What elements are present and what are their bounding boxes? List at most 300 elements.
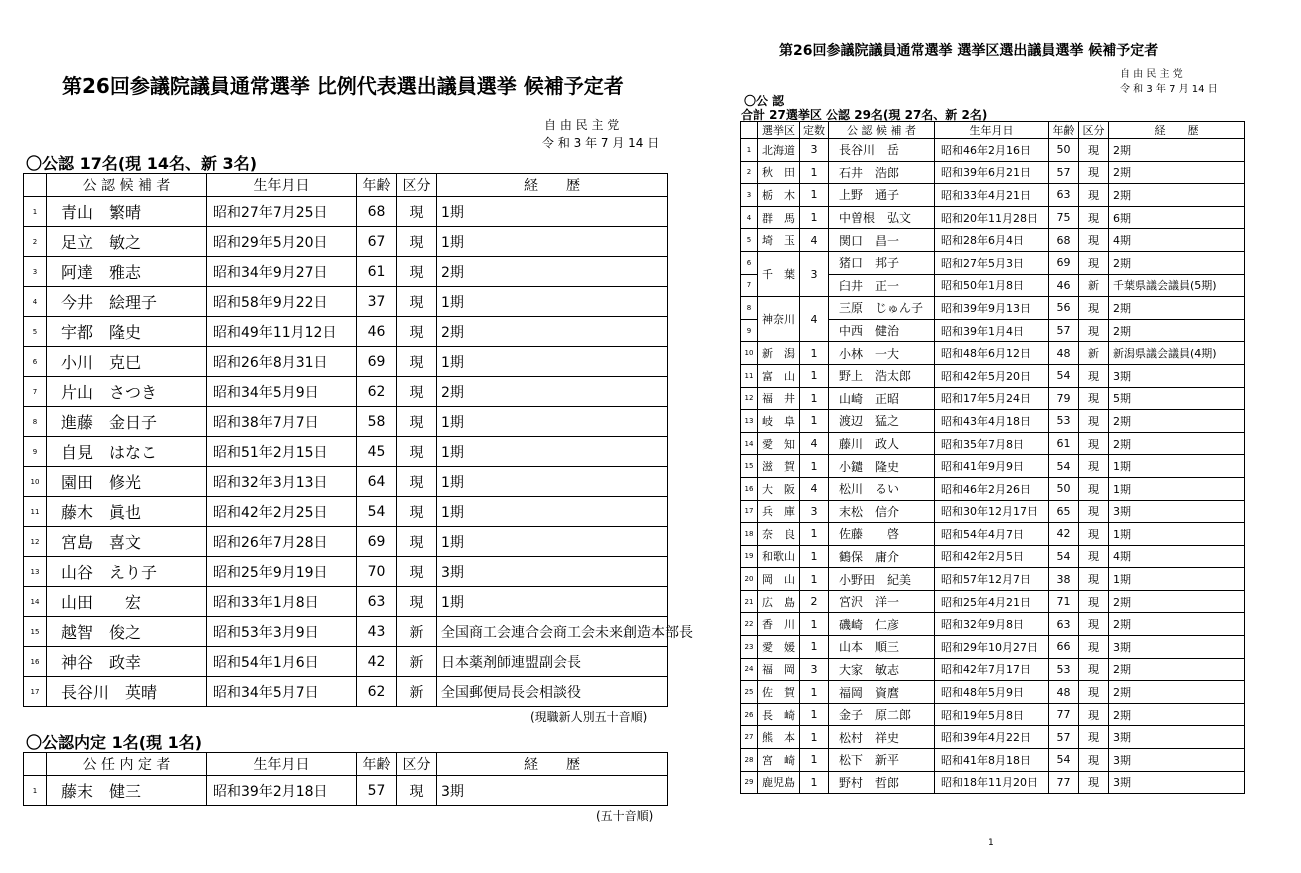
career: 1期 — [437, 347, 668, 377]
row-number: 22 — [741, 613, 758, 636]
birth-date: 昭和39年4月22日 — [935, 726, 1049, 749]
table-row — [741, 139, 1245, 162]
row-number: 27 — [741, 726, 758, 749]
seats: 1 — [800, 545, 829, 568]
row-number: 8 — [741, 297, 758, 320]
birth-date: 昭和34年5月9日 — [207, 377, 357, 407]
career: 3期 — [1109, 500, 1245, 523]
age: 57 — [1049, 726, 1079, 749]
seats: 1 — [800, 523, 829, 546]
candidate-name: 末松 信介 — [829, 500, 935, 523]
career: 3期 — [1109, 771, 1245, 794]
age: 66 — [1049, 636, 1079, 659]
row-number: 8 — [24, 407, 47, 437]
district: 岡 山 — [758, 568, 800, 591]
candidate-name: 野村 哲郎 — [829, 771, 935, 794]
career: 1期 — [1109, 568, 1245, 591]
district: 熊 本 — [758, 726, 800, 749]
kubun: 現 — [1079, 161, 1109, 184]
kubun: 現 — [1079, 568, 1109, 591]
age: 48 — [1049, 342, 1079, 365]
candidate-name: 片山 さつき — [47, 377, 207, 407]
career: 2期 — [1109, 251, 1245, 274]
birth-date: 昭和46年2月26日 — [935, 477, 1049, 500]
kubun: 現 — [1079, 364, 1109, 387]
table-row — [741, 455, 1245, 478]
age: 54 — [1049, 545, 1079, 568]
career: 4期 — [1109, 545, 1245, 568]
row-number: 7 — [741, 274, 758, 297]
table-row — [24, 677, 668, 707]
district: 佐 賀 — [758, 681, 800, 704]
kubun: 現 — [397, 227, 437, 257]
kubun: 現 — [1079, 613, 1109, 636]
left-candidate-table — [23, 173, 693, 707]
age: 63 — [1049, 184, 1079, 207]
candidate-name: 野上 浩太郎 — [829, 364, 935, 387]
birth-date: 昭和48年6月12日 — [935, 342, 1049, 365]
row-number: 2 — [24, 227, 47, 257]
table-row — [24, 407, 668, 437]
birth-date: 昭和41年8月18日 — [935, 749, 1049, 772]
district: 鹿児島 — [758, 771, 800, 794]
kubun: 現 — [1079, 319, 1109, 342]
career: 2期 — [437, 377, 668, 407]
table-row — [24, 527, 668, 557]
birth-date: 昭和57年12月7日 — [935, 568, 1049, 591]
birth-date: 昭和32年9月8日 — [935, 613, 1049, 636]
row-number: 13 — [24, 557, 47, 587]
kubun: 現 — [397, 437, 437, 467]
row-number: 11 — [741, 364, 758, 387]
age: 57 — [1049, 161, 1079, 184]
district: 福 岡 — [758, 658, 800, 681]
table-row — [741, 297, 1245, 320]
seats: 1 — [800, 771, 829, 794]
birth-date: 昭和28年6月4日 — [935, 229, 1049, 252]
candidate-name: 山崎 正昭 — [829, 387, 935, 410]
candidate-name: 藤川 政人 — [829, 432, 935, 455]
age: 61 — [357, 257, 397, 287]
kubun: 現 — [397, 347, 437, 377]
career: 3期 — [1109, 636, 1245, 659]
age: 37 — [357, 287, 397, 317]
row-number: 12 — [741, 387, 758, 410]
left-title: 第26回参議院議員通常選挙 比例代表選出議員選挙 候補予定者 — [62, 74, 624, 98]
row-number: 5 — [741, 229, 758, 252]
page-number: 1 — [988, 838, 994, 848]
district: 広 島 — [758, 590, 800, 613]
seats: 4 — [800, 432, 829, 455]
table-row — [741, 613, 1245, 636]
kubun: 現 — [1079, 455, 1109, 478]
seats: 3 — [800, 139, 829, 162]
age: 75 — [1049, 206, 1079, 229]
table-row — [741, 477, 1245, 500]
candidate-name: 福岡 資麿 — [829, 681, 935, 704]
age: 77 — [1049, 771, 1079, 794]
seats: 1 — [800, 681, 829, 704]
age: 50 — [1049, 139, 1079, 162]
candidate-name: 松川 るい — [829, 477, 935, 500]
candidate-name: 佐藤 啓 — [829, 523, 935, 546]
age: 62 — [357, 377, 397, 407]
header-age-r: 年齢 — [1049, 122, 1079, 139]
kubun: 現 — [1079, 184, 1109, 207]
age: 54 — [1049, 749, 1079, 772]
seats: 1 — [800, 387, 829, 410]
age: 48 — [1049, 681, 1079, 704]
header-career-2: 経 歴 — [437, 753, 668, 776]
row-number: 28 — [741, 749, 758, 772]
birth-date: 昭和33年1月8日 — [207, 587, 357, 617]
left-section-koukin: 〇公認 17名(現 14名、新 3名) — [26, 154, 258, 173]
row-number: 17 — [24, 677, 47, 707]
table-row — [24, 587, 668, 617]
row-number: 6 — [24, 347, 47, 377]
district: 大 阪 — [758, 477, 800, 500]
candidate-name: 小野田 紀美 — [829, 568, 935, 591]
candidate-name: 阿達 雅志 — [47, 257, 207, 287]
kubun: 現 — [1079, 636, 1109, 659]
kubun: 現 — [397, 377, 437, 407]
age: 54 — [1049, 364, 1079, 387]
age: 54 — [1049, 455, 1079, 478]
kubun: 現 — [397, 776, 437, 806]
kubun: 現 — [1079, 206, 1109, 229]
candidate-name: 長谷川 岳 — [829, 139, 935, 162]
career: 2期 — [1109, 432, 1245, 455]
table-row — [741, 161, 1245, 184]
row-number: 15 — [741, 455, 758, 478]
table-row — [741, 771, 1245, 794]
career: 2期 — [1109, 319, 1245, 342]
kubun: 現 — [1079, 432, 1109, 455]
candidate-name: 小鑓 隆史 — [829, 455, 935, 478]
seats: 3 — [800, 251, 829, 296]
row-number: 16 — [741, 477, 758, 500]
career: 2期 — [1109, 681, 1245, 704]
birth-date: 昭和53年3月9日 — [207, 617, 357, 647]
birth-date: 昭和27年7月25日 — [207, 197, 357, 227]
birth-date: 昭和42年7月17日 — [935, 658, 1049, 681]
kubun: 現 — [1079, 726, 1109, 749]
row-number: 21 — [741, 590, 758, 613]
career: 2期 — [1109, 410, 1245, 433]
career: 1期 — [1109, 523, 1245, 546]
row-number: 26 — [741, 703, 758, 726]
kubun: 現 — [1079, 251, 1109, 274]
candidate-name: 越智 俊之 — [47, 617, 207, 647]
candidate-name: 中曽根 弘文 — [829, 206, 935, 229]
row-number: 11 — [24, 497, 47, 527]
kubun: 現 — [397, 317, 437, 347]
candidate-name: 臼井 正一 — [829, 274, 935, 297]
kubun: 現 — [397, 557, 437, 587]
kubun: 現 — [1079, 545, 1109, 568]
left-party: 自 由 民 主 党 — [544, 118, 620, 132]
table-row — [741, 703, 1245, 726]
table-row — [741, 342, 1245, 365]
kubun: 新 — [397, 647, 437, 677]
table-row — [741, 206, 1245, 229]
age: 50 — [1049, 477, 1079, 500]
row-number: 14 — [741, 432, 758, 455]
age: 63 — [357, 587, 397, 617]
table-row — [741, 568, 1245, 591]
age: 42 — [1049, 523, 1079, 546]
table-row — [741, 410, 1245, 433]
district: 福 井 — [758, 387, 800, 410]
district: 岐 阜 — [758, 410, 800, 433]
birth-date: 昭和51年2月15日 — [207, 437, 357, 467]
table-row — [741, 364, 1245, 387]
age: 53 — [1049, 658, 1079, 681]
header-kubun-r: 区分 — [1079, 122, 1109, 139]
kubun: 現 — [397, 467, 437, 497]
candidate-name: 藤木 眞也 — [47, 497, 207, 527]
seats: 4 — [800, 477, 829, 500]
birth-date: 昭和35年7月8日 — [935, 432, 1049, 455]
row-number: 1 — [24, 197, 47, 227]
table-row — [24, 617, 668, 647]
career: 3期 — [437, 557, 668, 587]
birth-date: 昭和39年1月4日 — [935, 319, 1049, 342]
header-candidate: 公 認 候 補 者 — [47, 174, 207, 197]
seats: 1 — [800, 613, 829, 636]
birth-date: 昭和48年5月9日 — [935, 681, 1049, 704]
age: 79 — [1049, 387, 1079, 410]
candidate-name: 関口 昌一 — [829, 229, 935, 252]
header-birth-r: 生年月日 — [935, 122, 1049, 139]
seats: 3 — [800, 500, 829, 523]
district: 和歌山 — [758, 545, 800, 568]
kubun: 現 — [1079, 387, 1109, 410]
district: 兵 庫 — [758, 500, 800, 523]
header-age: 年齢 — [357, 174, 397, 197]
table-row — [741, 432, 1245, 455]
right-candidate-table — [740, 121, 1245, 794]
career: 4期 — [1109, 229, 1245, 252]
right-party: 自 由 民 主 党 — [1120, 69, 1183, 80]
table-row — [24, 287, 668, 317]
candidate-name: 小川 克巳 — [47, 347, 207, 377]
table-row — [741, 251, 1245, 274]
district: 宮 崎 — [758, 749, 800, 772]
birth-date: 昭和42年5月20日 — [935, 364, 1049, 387]
candidate-name: 金子 原二郎 — [829, 703, 935, 726]
table-row — [741, 523, 1245, 546]
birth-date: 昭和18年11月20日 — [935, 771, 1049, 794]
header-age-2: 年齢 — [357, 753, 397, 776]
district: 神奈川 — [758, 297, 800, 342]
kubun: 現 — [1079, 500, 1109, 523]
row-number: 6 — [741, 251, 758, 274]
table-row — [24, 227, 668, 257]
candidate-name: 長谷川 英晴 — [47, 677, 207, 707]
career: 1期 — [437, 227, 668, 257]
left-note-gojuon: (五十音順) — [596, 809, 654, 823]
candidate-name: 猪口 邦子 — [829, 251, 935, 274]
career: 5期 — [1109, 387, 1245, 410]
right-table-header — [741, 122, 1245, 139]
career: 全国商工会連合会商工会未来創造本部長 — [437, 617, 668, 647]
age: 46 — [357, 317, 397, 347]
age: 56 — [1049, 297, 1079, 320]
table-row — [741, 590, 1245, 613]
age: 38 — [1049, 568, 1079, 591]
table-row — [24, 317, 668, 347]
row-number: 12 — [24, 527, 47, 557]
district: 群 馬 — [758, 206, 800, 229]
age: 42 — [357, 647, 397, 677]
candidate-name: 小林 一大 — [829, 342, 935, 365]
district: 長 崎 — [758, 703, 800, 726]
age: 65 — [1049, 500, 1079, 523]
row-number: 3 — [741, 184, 758, 207]
candidate-name: 園田 修光 — [47, 467, 207, 497]
kubun: 現 — [397, 527, 437, 557]
candidate-name: 鶴保 庸介 — [829, 545, 935, 568]
birth-date: 昭和20年11月28日 — [935, 206, 1049, 229]
birth-date: 昭和42年2月25日 — [207, 497, 357, 527]
age: 54 — [357, 497, 397, 527]
career: 1期 — [437, 437, 668, 467]
row-number: 16 — [24, 647, 47, 677]
seats: 1 — [800, 568, 829, 591]
career: 3期 — [1109, 364, 1245, 387]
right-section-koukin: 〇公 認 — [744, 94, 785, 108]
district: 富 山 — [758, 364, 800, 387]
candidate-name: 渡辺 猛之 — [829, 410, 935, 433]
table-row — [24, 437, 668, 467]
candidate-name: 山本 順三 — [829, 636, 935, 659]
header-candidate-r: 公 認 候 補 者 — [829, 122, 935, 139]
row-number: 2 — [741, 161, 758, 184]
row-number: 4 — [24, 287, 47, 317]
career: 3期 — [1109, 726, 1245, 749]
career: 1期 — [437, 527, 668, 557]
seats: 4 — [800, 297, 829, 342]
birth-date: 昭和49年11月12日 — [207, 317, 357, 347]
age: 62 — [357, 677, 397, 707]
seats: 1 — [800, 161, 829, 184]
row-number: 24 — [741, 658, 758, 681]
birth-date: 昭和27年5月3日 — [935, 251, 1049, 274]
birth-date: 昭和38年7月7日 — [207, 407, 357, 437]
district: 愛 媛 — [758, 636, 800, 659]
birth-date: 昭和39年6月21日 — [935, 161, 1049, 184]
table-row — [24, 776, 668, 806]
header-seats: 定数 — [800, 122, 829, 139]
row-number: 9 — [741, 319, 758, 342]
header-kubun: 区分 — [397, 174, 437, 197]
birth-date: 昭和29年10月27日 — [935, 636, 1049, 659]
kubun: 現 — [397, 197, 437, 227]
birth-date: 昭和25年4月21日 — [935, 590, 1049, 613]
career: 全国郵便局長会相談役 — [437, 677, 668, 707]
table-row — [741, 387, 1245, 410]
kubun: 現 — [397, 257, 437, 287]
career: 1期 — [1109, 477, 1245, 500]
age: 68 — [357, 197, 397, 227]
seats: 1 — [800, 410, 829, 433]
age: 71 — [1049, 590, 1079, 613]
birth-date: 昭和58年9月22日 — [207, 287, 357, 317]
district: 北海道 — [758, 139, 800, 162]
birth-date: 昭和41年9月9日 — [935, 455, 1049, 478]
age: 53 — [1049, 410, 1079, 433]
career: 1期 — [437, 587, 668, 617]
career: 1期 — [437, 287, 668, 317]
career: 千葉県議会議員(5期) — [1109, 274, 1245, 297]
kubun: 現 — [1079, 297, 1109, 320]
candidate-name: 大家 敏志 — [829, 658, 935, 681]
header-naitei: 公 任 内 定 者 — [47, 753, 207, 776]
career: 1期 — [1109, 455, 1245, 478]
birth-date: 昭和34年9月27日 — [207, 257, 357, 287]
kubun: 現 — [1079, 410, 1109, 433]
candidate-name: 青山 繁晴 — [47, 197, 207, 227]
row-number: 14 — [24, 587, 47, 617]
age: 70 — [357, 557, 397, 587]
left-note-order: (現職新人別五十音順) — [530, 710, 648, 724]
candidate-name: 宇都 隆史 — [47, 317, 207, 347]
birth-date: 昭和39年2月18日 — [207, 776, 357, 806]
kubun: 現 — [1079, 139, 1109, 162]
candidate-name: 足立 敏之 — [47, 227, 207, 257]
career: 2期 — [1109, 590, 1245, 613]
kubun: 現 — [397, 497, 437, 527]
career: 2期 — [1109, 139, 1245, 162]
table-row — [24, 347, 668, 377]
left-naitei-table — [23, 752, 668, 806]
career: 1期 — [437, 467, 668, 497]
seats: 4 — [800, 229, 829, 252]
right-summary: 合計 27選挙区 公認 29名(現 27名、新 2名) — [741, 108, 988, 122]
kubun: 現 — [397, 587, 437, 617]
seats: 1 — [800, 749, 829, 772]
candidate-name: 中西 健治 — [829, 319, 935, 342]
row-number: 23 — [741, 636, 758, 659]
header-district: 選挙区 — [758, 122, 800, 139]
district: 香 川 — [758, 613, 800, 636]
age: 57 — [357, 776, 397, 806]
row-number: 1 — [741, 139, 758, 162]
age: 45 — [357, 437, 397, 467]
header-career-r: 経 歴 — [1109, 122, 1245, 139]
candidate-name: 松下 新平 — [829, 749, 935, 772]
career: 2期 — [1109, 297, 1245, 320]
candidate-name: 今井 絵理子 — [47, 287, 207, 317]
row-number: 9 — [24, 437, 47, 467]
seats: 1 — [800, 703, 829, 726]
career: 3期 — [1109, 749, 1245, 772]
kubun: 現 — [397, 287, 437, 317]
career: 2期 — [1109, 184, 1245, 207]
header-kubun-2: 区分 — [397, 753, 437, 776]
table-row — [741, 184, 1245, 207]
district: 愛 知 — [758, 432, 800, 455]
district: 奈 良 — [758, 523, 800, 546]
kubun: 現 — [1079, 477, 1109, 500]
table-row — [741, 726, 1245, 749]
kubun: 現 — [1079, 229, 1109, 252]
candidate-name: 磯崎 仁彦 — [829, 613, 935, 636]
birth-date: 昭和50年1月8日 — [935, 274, 1049, 297]
table-row — [741, 681, 1245, 704]
table-row — [24, 497, 668, 527]
